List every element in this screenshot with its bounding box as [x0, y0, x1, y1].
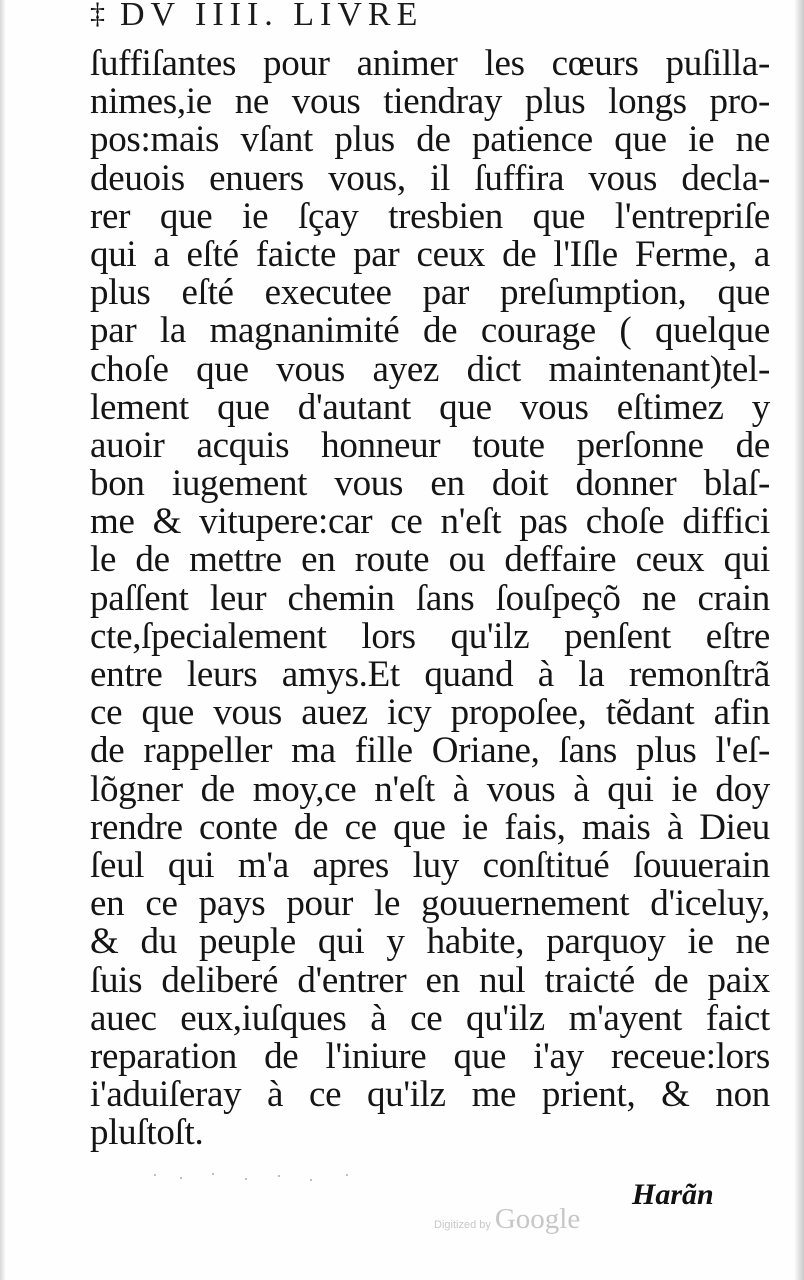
text-line: paſſent leur chemin ſans ſouſpeçõ ne crain	[90, 577, 770, 619]
text-line: ce que vous auez icy propoſee, tẽdant afin	[90, 692, 770, 734]
text-line: bon iugement vous en doit donner blaſ-	[90, 463, 770, 505]
text-line: plus eſté executee par preſumption, que	[90, 272, 770, 314]
text-line: cte,ſpecialement lors qu'ilz penſent eſtre	[90, 615, 770, 657]
text-line: le de mettre en route ou deffaire ceux qui	[90, 539, 770, 581]
folio-mark: ‡	[90, 0, 105, 30]
text-line: par la magnanimité de courage ( quelque	[90, 310, 770, 352]
text-line: me & vitupere:car ce n'eſt pas choſe diffici	[90, 501, 770, 543]
text-line: lõgner de moy,ce n'eſt à vous à qui ie doy	[90, 768, 770, 810]
text-line: rer que ie ſçay tresbien que l'entrepriſe	[90, 195, 770, 237]
text-line: & du peuple qui y habite, parquoy ie ne	[90, 921, 770, 963]
text-line: deuois enuers vous, il ſuffira vous decla-	[90, 157, 770, 199]
text-line: choſe que vous ayez dict maintenant)tel-	[90, 348, 770, 390]
text-line: ſuis deliberé d'entrer en nul traicté de paix	[90, 959, 770, 1001]
text-line: entre leurs amys.Et quand à la remonſtrã	[90, 654, 770, 695]
text-line: nimes,ie ne vous tiendray plus longs pro-	[90, 81, 770, 123]
page-edge-shadow-left	[0, 0, 6, 1280]
text-line: lement que d'autant que vous eſtimez y	[90, 386, 770, 428]
text-line: pluſtoſt.	[90, 1112, 204, 1154]
body-text	[90, 45, 770, 1152]
running-head-title: DV IIII. LIVRE	[120, 0, 424, 33]
running-head	[96, 0, 716, 40]
page-edge-shadow-right	[794, 0, 804, 1280]
google-logo: Google	[494, 1203, 581, 1235]
digitized-by-google-watermark	[434, 1203, 580, 1236]
text-line: en ce pays pour le gouuernement d'iceluy,	[90, 883, 770, 925]
text-line: auoir acquis honneur toute perſonne de	[90, 424, 770, 466]
text-line: i'aduiſeray à ce qu'ilz me prient, & non	[90, 1074, 770, 1116]
text-line: reparation de l'iniure que i'ay receue:lors	[90, 1035, 770, 1077]
text-line: rendre conte de ce que ie fais, mais à Dieu	[90, 806, 770, 848]
text-line: pos:mais vſant plus de patience que ie ne	[90, 119, 770, 161]
text-line: ſeul qui m'a apres luy conſtitué ſouuerain	[90, 844, 770, 886]
text-line: auec eux,iuſques à ce qu'ilz m'ayent faict	[90, 997, 770, 1039]
digitized-by-label: Digitized by	[434, 1219, 491, 1231]
text-line: de rappeller ma fille Oriane, ſans plus l'eſ-	[90, 730, 770, 772]
text-line: qui a eſté faicte par ceux de l'Iſle Ferme, a	[90, 233, 770, 275]
print-specks	[150, 1172, 370, 1182]
text-line: ſuffiſantes pour animer les cœurs puſilla-	[90, 43, 770, 84]
catchword: Harãn	[632, 1178, 714, 1211]
